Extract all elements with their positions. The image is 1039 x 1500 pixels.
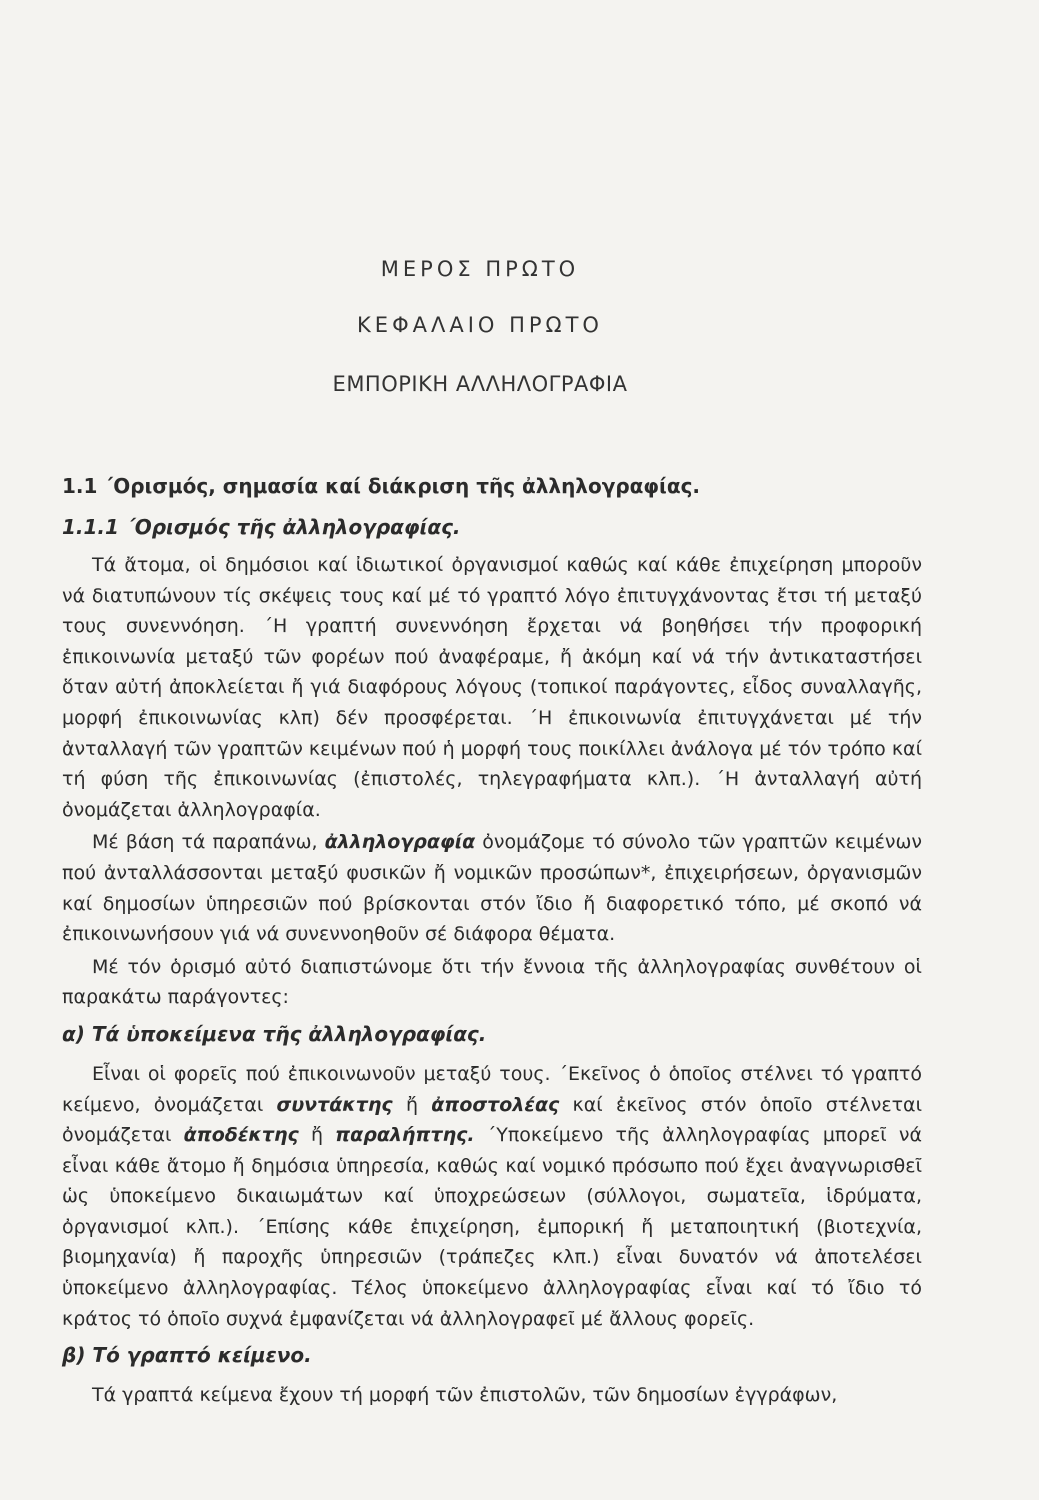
paragraph-item-a <box>62 1059 922 1334</box>
text-span: Εἶναι οἱ φορεῖς πού ἐπικοινωνοῦν μεταξύ τους. ΄Εκεῖνος ὁ ὁποῖος στέλνει τό γραπτό κείμενο, ὀνομάζεται <box>62 1062 922 1116</box>
subsection-heading: 1.1.1 ΄Ορισμός τῆς ἀλληλογραφίας. <box>62 515 461 539</box>
part-title: ΜΕΡΟΣ ΠΡΩΤΟ <box>380 257 580 281</box>
text-span: ἤ <box>298 1124 336 1147</box>
paragraph-2 <box>62 827 922 949</box>
paragraph-1: Τά ἄτομα, οἱ δημόσιοι καί ἰδιωτικοί ὀργανισμοί καθώς καί κάθε ἐπιχείρηση μποροῦν νά διατυπώνουν τίς σκέψεις τους καί μέ τό γραπτό λόγο ἐπιτυγχάνοντας ἔτσι τή μεταξύ τους συνεννόηση. ΄Η γραπτή συνεννόηση ἔρχεται νά βοηθήσει τήν προφορική ἐπικοινωνία μεταξύ τῶν φορέων πού ἀναφέραμε, ἤ ἀκόμη καί νά τήν ἀντικαταστήσει ὅταν αὐτή ἀποκλείεται ἤ γιά διαφόρους λόγους (τοπικοί παράγοντες, εἶδος συναλλαγῆς, μορφή ἐπικοινωνίας κλπ) δέν προσφέρεται. ΄Η ἐπικοινωνία ἐπιτυγχάνεται μέ τήν ἀνταλλαγή τῶν γραπτῶν κειμένων πού ἡ μορφή τους ποικίλλει ἀνάλογα μέ τόν τρόπο καί τή φύση τῆς ἐπικοινωνίας (ἐπιστολές, τηλεγραφήματα κλπ.). ΄Η ἀνταλλαγή αὐτή ὀνομάζεται ἀλληλογραφία. <box>62 554 922 821</box>
term-apostoleas: ἀποστολέας <box>431 1093 560 1116</box>
section-heading: 1.1 ΄Ορισμός, σημασία καί διάκριση τῆς ἀλληλογραφίας. <box>62 474 701 498</box>
paragraph-2-start: Μέ βάση τά παραπάνω, <box>92 831 325 854</box>
body-text <box>62 470 922 1411</box>
item-b-heading: β) Τό γραπτό κείμενο. <box>62 1343 312 1368</box>
text-span: ἤ <box>392 1093 432 1116</box>
text-span: ΄Υποκείμενο τῆς ἀλληλογραφίας μπορεῖ νά εἶναι κάθε ἄτομο ἤ δημόσια ὑπηρεσία, καθώς καί νομικό πρόσωπο πού ἔχει ἀναγνωρισθεῖ ὡς ὑποκείμενο δικαιωμάτων καί ὑποχρεώσεων (σύλλογοι, σωματεῖα, ἱδρύματα, ὀργανισμοί κλπ.). ΄Επίσης κάθε ἐπιχείρηση, ἐμπορική ἤ μεταποιητική (βιοτεχνία, βιομηχανία) ἤ παροχῆς ὑπηρεσιῶν (τράπεζες κλπ.) εἶναι δυνατόν νά ἀποτελέσει ὑποκείμενο ἀλληλογραφίας. Τέλος ὑποκείμενο ἀλληλογραφίας εἶναι καί τό ἴδιο τό κράτος τό ὁποῖο συχνά ἐμφανίζεται νά ἀλληλογραφεῖ μέ ἄλλους φορεῖς. <box>62 1124 923 1330</box>
paragraph-item-b: Τά γραπτά κείμενα ἔχουν τή μορφή τῶν ἐπιστολῶν, τῶν δημοσίων ἐγγράφων, <box>92 1384 838 1407</box>
paragraph-2-end: ὀνομάζομε τό σύνολο τῶν γραπτῶν κειμένων πού ἀνταλλάσσονται μεταξύ φυσικῶν ἤ νομικῶν προσώπων*, ἐπιχειρήσεων, ὀργανισμῶν καί δημοσίων ὑπηρεσιῶν πού βρίσκονται στόν ἴδιο ἤ διαφορετικό τόπο, μέ σκοπό νά ἐπικοινωνήσουν γιά νά συνεννοηθοῦν σέ διάφορα θέματα. <box>62 831 922 946</box>
item-a-heading: α) Τά ὑποκείμενα τῆς ἀλληλογραφίας. <box>62 1021 487 1046</box>
term-allilografia: ἀλληλογραφία <box>324 831 476 854</box>
chapter-name: ΕΜΠΟΡΙΚΗ ΑΛΛΗΛΟΓΡΑΦΙΑ <box>332 372 628 396</box>
paragraph-3: Μέ τόν ὁρισμό αὐτό διαπιστώνομε ὅτι τήν ἔννοια τῆς ἀλληλογραφίας συνθέτουν οἱ παρακάτω παράγοντες: <box>62 955 922 1009</box>
chapter-title: ΚΕΦΑΛΑΙΟ ΠΡΩΤΟ <box>357 313 603 337</box>
text-span: καί ἐκεῖνος στόν ὁποῖο στέλνεται ὀνομάζεται <box>62 1093 922 1147</box>
term-paraliptis: παραλήπτης. <box>335 1124 475 1147</box>
term-syntaktis: συντάκτης <box>276 1093 393 1116</box>
term-apodektis: ἀποδέκτης <box>183 1124 299 1147</box>
